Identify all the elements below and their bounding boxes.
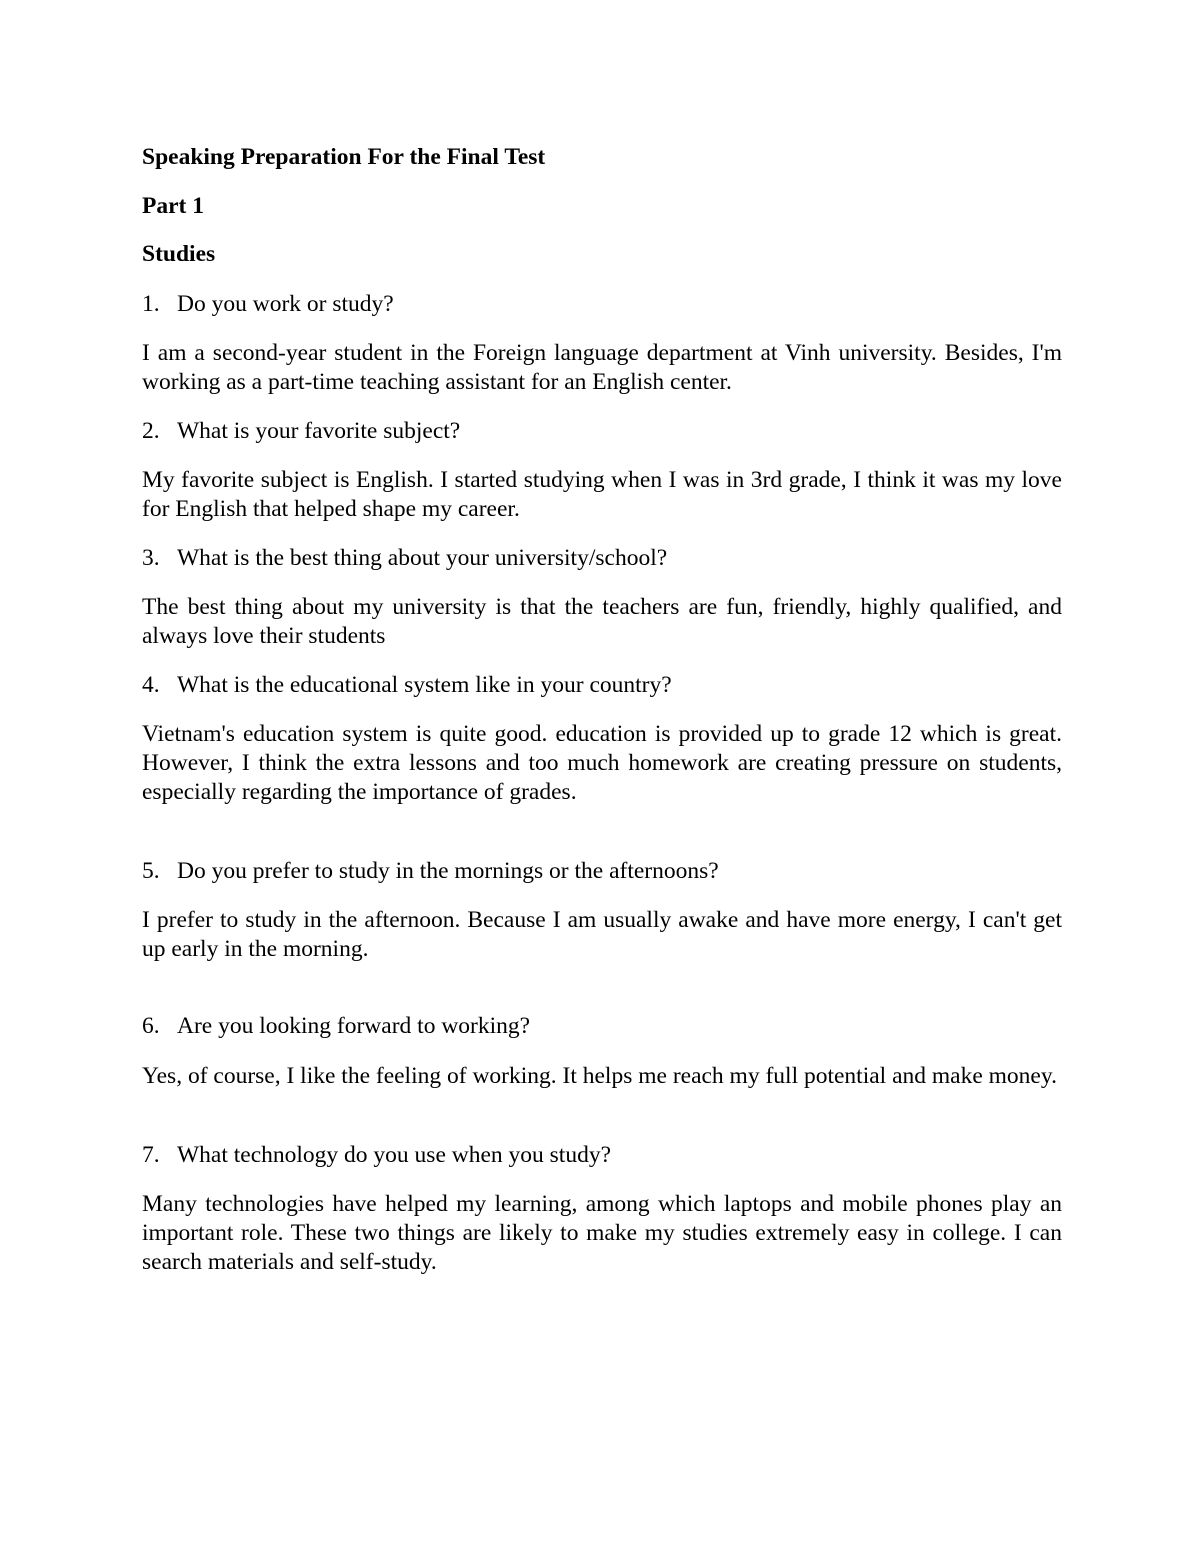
section-heading: Studies [142, 241, 216, 267]
question-text: Do you prefer to study in the mornings or the afternoons? [177, 858, 719, 884]
question-5 [142, 857, 1062, 886]
question-6 [142, 1012, 1062, 1041]
question-number: 2. [142, 418, 160, 444]
question-number: 6. [142, 1013, 160, 1039]
question-1 [142, 290, 1062, 319]
question-2 [142, 417, 1062, 446]
answer-5: I prefer to study in the afternoon. Because I am usually awake and have more energy, I can't get up early in the morning. [142, 907, 1062, 962]
part-heading: Part 1 [142, 193, 204, 219]
question-text: What technology do you use when you study? [177, 1142, 612, 1168]
question-number: 3. [142, 545, 160, 571]
question-number: 1. [142, 291, 160, 317]
question-number: 4. [142, 672, 160, 698]
answer-4: Vietnam's education system is quite good. education is provided up to grade 12 which is great. However, I think the extra lessons and too much homework are creating pressure on students, especially regarding the importance of grades. [142, 721, 1062, 805]
question-text: What is the best thing about your university/school? [177, 545, 668, 571]
answer-2: My favorite subject is English. I started studying when I was in 3rd grade, I think it was my love for English that helped shape my career. [142, 467, 1062, 522]
document-title: Speaking Preparation For the Final Test [142, 144, 546, 170]
question-number: 5. [142, 858, 160, 884]
question-number: 7. [142, 1142, 160, 1168]
question-text: Do you work or study? [177, 291, 394, 317]
answer-6: Yes, of course, I like the feeling of working. It helps me reach my full potential and make money. [142, 1063, 1057, 1089]
question-4 [142, 671, 1062, 700]
question-text: What is your favorite subject? [177, 418, 461, 444]
answer-1: I am a second-year student in the Foreign language department at Vinh university. Besides, I'm working as a part-time teaching assistant for an English center. [142, 340, 1062, 395]
question-7 [142, 1141, 1062, 1170]
question-3 [142, 544, 1062, 573]
question-text: Are you looking forward to working? [177, 1013, 531, 1039]
answer-3: The best thing about my university is that the teachers are fun, friendly, highly qualified, and always love their students [142, 594, 1062, 649]
question-text: What is the educational system like in your country? [177, 672, 672, 698]
answer-7: Many technologies have helped my learning, among which laptops and mobile phones play an important role. These two things are likely to make my studies extremely easy in college. I can search materials and self-study. [142, 1191, 1062, 1275]
